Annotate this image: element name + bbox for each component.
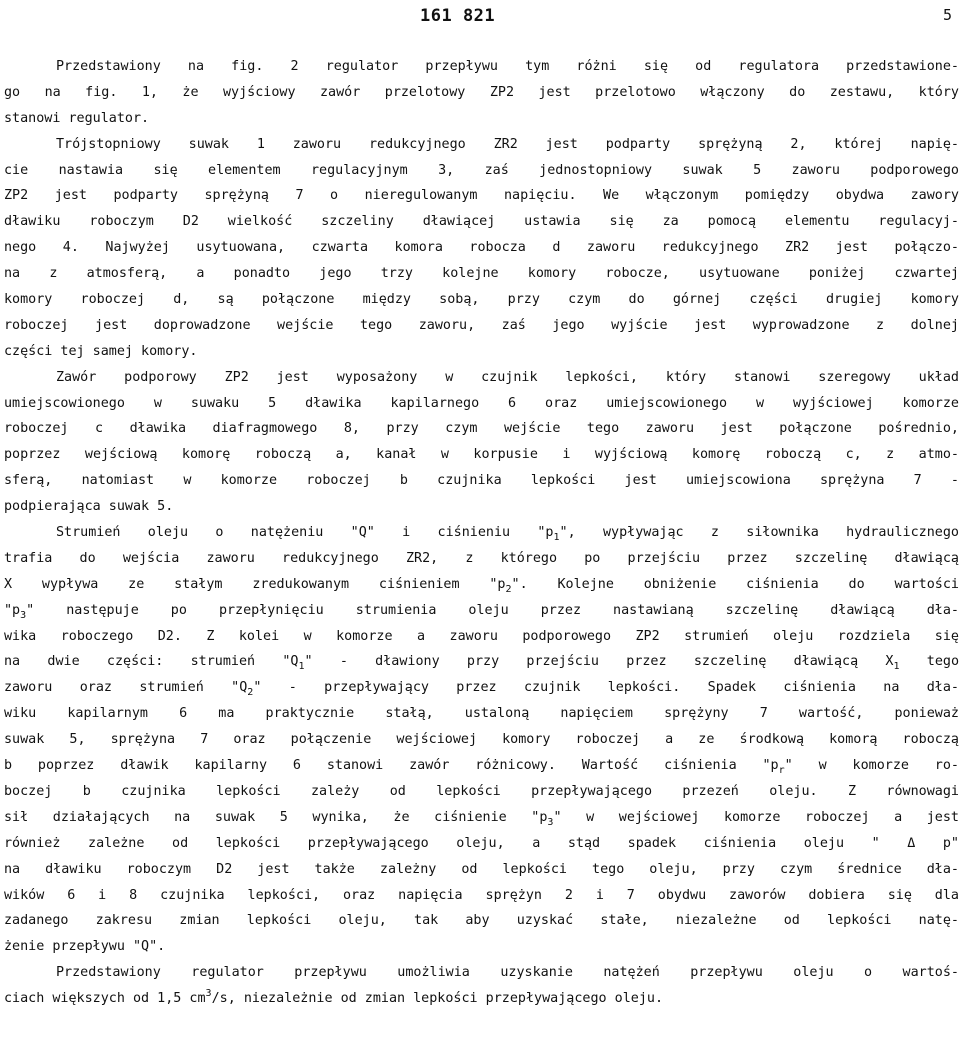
subscript: 2: [505, 583, 512, 595]
text-line: [4, 572, 959, 598]
subscript: 2: [247, 687, 254, 699]
text-segment: ", wypływając z siłownika hydraulicznego: [559, 525, 959, 541]
text-line: [4, 805, 959, 831]
text-segment: części tej samej komory.: [4, 343, 198, 359]
text-line: [4, 339, 959, 365]
text-line: [4, 442, 959, 468]
text-line: [4, 132, 959, 158]
subscript: 3: [547, 816, 554, 828]
text-line: [4, 158, 959, 184]
text-segment: "p: [4, 602, 21, 618]
text-segment: umiejscowionego w suwaku 5 dławika kapilarnego 6 oraz umiejscowionego w wyjściowej komorze: [4, 395, 959, 411]
text-line: [4, 80, 959, 106]
text-line: [4, 831, 959, 857]
subscript: r: [778, 765, 785, 777]
text-line: [4, 986, 959, 1012]
text-line: [4, 313, 959, 339]
text-line: [4, 546, 959, 572]
text-segment: na z atmosferą, a ponadto jego trzy kolejne komory robocze, usytuowane poniżej czwartej: [4, 266, 959, 282]
text-segment: poprzez wejściową komorę roboczą a, kanał w korpusie i wyjściową komorę roboczą c, z atmo-: [4, 447, 959, 463]
text-line: [4, 649, 959, 675]
text-segment: Strumień oleju o natężeniu "Q" i ciśnieniu "p: [56, 525, 554, 541]
text-segment: nego 4. Najwyżej usytuowana, czwarta komora robocza d zaworu redukcyjnego ZR2 jest połączo-: [4, 240, 959, 256]
text-segment: dławiku roboczym D2 wielkość szczeliny dławiącej ustawia się za pomocą elementu regulacyj-: [4, 214, 959, 230]
text-segment: " - dławiony przy przejściu przez szczelinę dławiącą X: [304, 654, 894, 670]
text-line: [4, 727, 959, 753]
text-segment: Przedstawiony na fig. 2 regulator przepływu tym różni się od regulatora przedstawione-: [56, 59, 959, 74]
text-segment: na dławiku roboczym D2 jest także zależny od lepkości tego oleju, przy czym średnice dła-: [4, 861, 959, 877]
text-line: [4, 701, 959, 727]
text-segment: X wypływa ze stałym zredukowanym ciśnieniem "p: [4, 576, 506, 592]
text-segment: b poprzez dławik kapilarny 6 stanowi zawór różnicowy. Wartość ciśnienia "p: [4, 758, 779, 774]
text-segment: ZP2 jest podparty sprężyną 7 o nieregulowanym napięciu. We włączonym pomiędzy obydwa zawory: [4, 188, 959, 204]
text-segment: " następuje po przepłynięciu strumienia oleju przez nastawianą szczelinę dławiącą dła-: [26, 602, 959, 618]
subscript: 1: [893, 661, 900, 673]
text-line: [4, 960, 959, 986]
text-segment: tego: [899, 654, 959, 670]
text-line: [4, 235, 959, 261]
text-line: [4, 287, 959, 313]
text-segment: /s, niezależnie od zmian lepkości przepływającego oleju.: [211, 991, 664, 1007]
text-line: [4, 598, 959, 624]
text-line: [4, 468, 959, 494]
text-segment: boczej b czujnika lepkości zależy od lepkości przepływającego przezeń oleju. Z równowagi: [4, 783, 959, 799]
text-segment: Przedstawiony regulator przepływu umożliwia uzyskanie natężeń przepływu oleju o wartoś-: [56, 965, 959, 981]
text-line: [4, 908, 959, 934]
text-segment: suwak 5, sprężyna 7 oraz połączenie wejściowej komory roboczej a ze środkową komorą roboczą: [4, 732, 959, 748]
text-segment: podpierająca suwak 5.: [4, 499, 174, 515]
superscript: 3: [205, 988, 212, 1000]
text-line: [4, 934, 959, 960]
text-segment: stanowi regulator.: [4, 110, 150, 126]
text-line: [4, 416, 959, 442]
text-segment: " w komorze ro-: [784, 758, 959, 774]
document-body: [4, 54, 959, 1012]
text-line: [4, 753, 959, 779]
text-segment: roboczej jest doprowadzone wejście tego zaworu, zaś jego wyjście jest wyprowadzone z dolnej: [4, 317, 959, 333]
text-line: [4, 883, 959, 909]
text-segment: na dwie części: strumień "Q: [4, 654, 299, 670]
text-segment: sił działających na suwak 5 wynika, że ciśnienie "p: [4, 809, 548, 825]
text-line: [4, 779, 959, 805]
text-segment: zaworu oraz strumień "Q: [4, 680, 248, 696]
text-segment: roboczej c dławika diafragmowego 8, przy czym wejście tego zaworu jest połączone pośrednio,: [4, 421, 959, 437]
text-line: [4, 675, 959, 701]
text-segment: trafia do wejścia zaworu redukcyjnego ZR2, z którego po przejściu przez szczelinę dławiącą: [4, 550, 959, 566]
text-line: [4, 54, 959, 80]
text-segment: cie nastawia się elementem regulacyjnym 3, zaś jednostopniowy suwak 5 zaworu podporowego: [4, 162, 959, 178]
subscript: 1: [298, 661, 305, 673]
text-segment: go na fig. 1, że wyjściowy zawór przelotowy ZP2 jest przelotowo włączony do zestawu, który: [4, 84, 959, 100]
text-segment: również zależne od lepkości przepływającego oleju, a stąd spadek ciśnienia oleju " Δ p": [4, 835, 959, 851]
text-line: [4, 209, 959, 235]
text-segment: sferą, natomiast w komorze roboczej b czujnika lepkości jest umiejscowiona sprężyna 7 -: [4, 473, 959, 489]
text-segment: ciach większych od 1,5 cm: [4, 991, 206, 1007]
text-line: [4, 106, 959, 132]
text-line: [4, 365, 959, 391]
text-segment: wików 6 i 8 czujnika lepkości, oraz napięcia sprężyn 2 i 7 obydwu zaworów dobiera się dla: [4, 887, 959, 903]
text-line: [4, 520, 959, 546]
text-line: [4, 624, 959, 650]
text-segment: wiku kapilarnym 6 ma praktycznie stałą, ustaloną napięciem sprężyny 7 wartość, ponieważ: [4, 706, 959, 722]
page-number: 5: [942, 6, 952, 24]
text-line: [4, 261, 959, 287]
text-segment: Zawór podporowy ZP2 jest wyposażony w czujnik lepkości, który stanowi szeregowy układ: [56, 369, 959, 385]
text-segment: komory roboczej d, są połączone między sobą, przy czym do górnej części drugiej komory: [4, 292, 959, 308]
text-segment: " - przepływający przez czujnik lepkości. Spadek ciśnienia na dła-: [253, 680, 959, 696]
text-segment: wika roboczego D2. Z kolei w komorze a zaworu podporowego ZP2 strumień oleju rozdziela się: [4, 628, 959, 644]
text-line: [4, 494, 959, 520]
text-segment: żenie przepływu "Q".: [4, 939, 166, 955]
subscript: 1: [553, 532, 560, 544]
page-header: [0, 6, 960, 30]
subscript: 3: [20, 609, 27, 621]
text-line: [4, 183, 959, 209]
text-line: [4, 391, 959, 417]
text-segment: " w wejściowej komorze roboczej a jest: [553, 809, 959, 825]
text-line: [4, 857, 959, 883]
text-segment: ". Kolejne obniżenie ciśnienia do wartości: [511, 576, 959, 592]
patent-number: 161 821: [420, 6, 496, 26]
text-segment: Trójstopniowy suwak 1 zaworu redukcyjnego ZR2 jest podparty sprężyną 2, której napię-: [56, 136, 959, 152]
text-segment: zadanego zakresu zmian lepkości oleju, tak aby uzyskać stałe, niezależne od lepkości natę-: [4, 913, 959, 929]
